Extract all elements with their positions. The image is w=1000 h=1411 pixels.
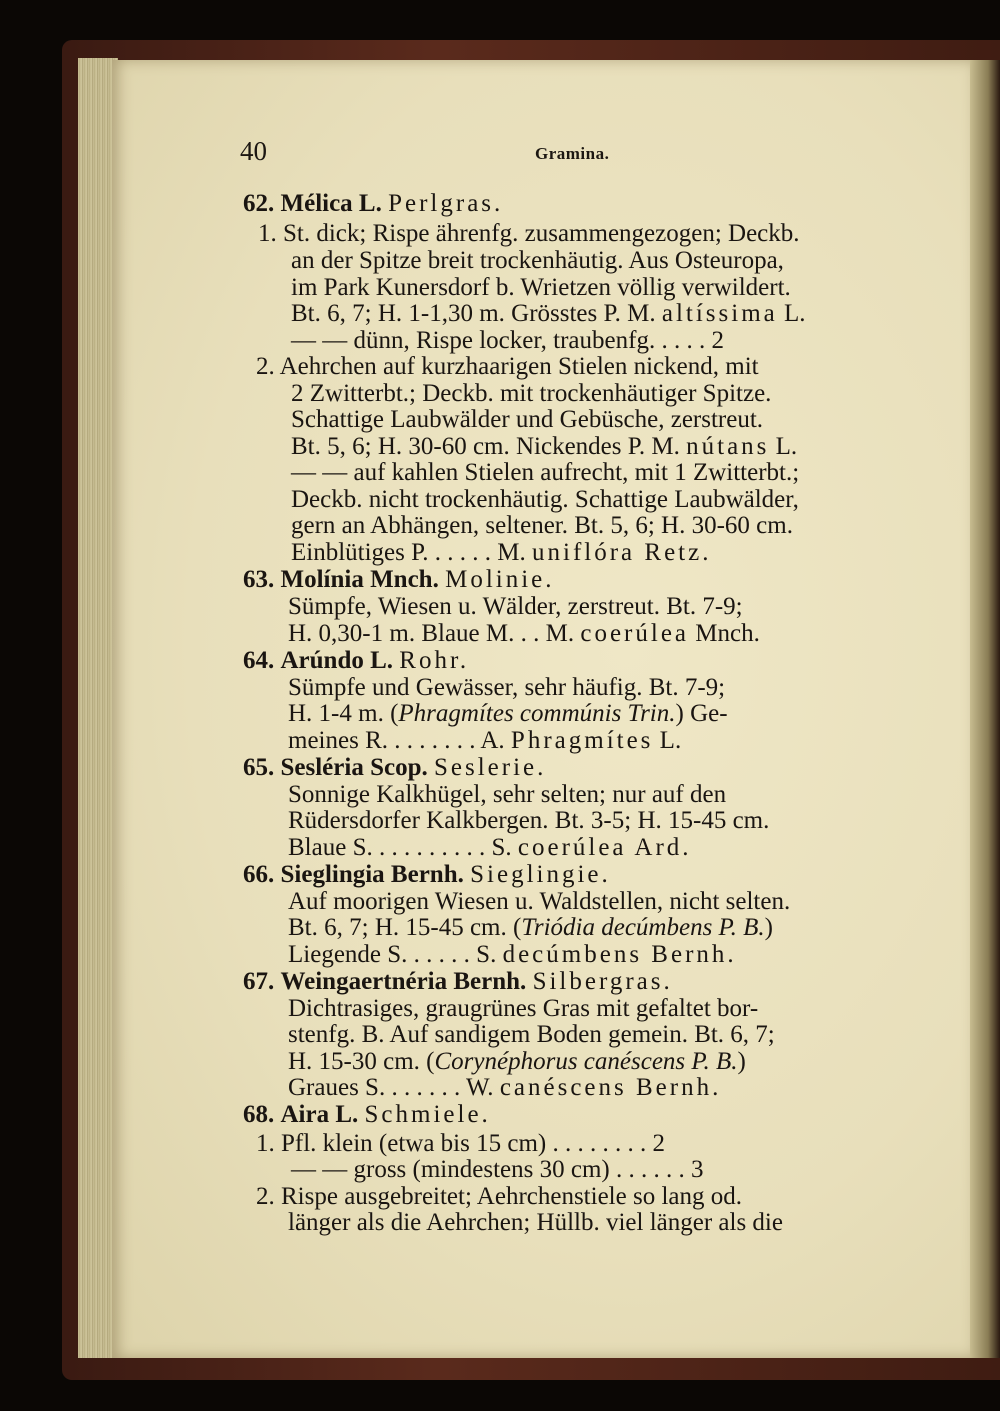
text-span: Sümpfe und Gewässer, sehr häufig. Bt. 7-9; [288,674,726,701]
text-span: Liegende S. . . . . . S. [288,941,503,968]
text-span: Bt. 6, 7; H. 15-45 cm. ( [288,914,522,941]
entry-number: 66. [243,861,275,888]
text-span: ) Ge- [675,700,728,727]
text-line [243,647,469,674]
text-line [288,593,743,620]
text-span: Bt. 6, 7; H. 1-1,30 m. Grösstes P. M. [291,300,662,327]
entry-number: 63. [243,566,275,593]
text-span: Schattige Laubwälder und Gebüsche, zerstreut. [291,406,764,433]
species-name: uniflóra Retz. [532,539,712,566]
species-name: nútans [686,433,770,460]
text-line [288,914,773,941]
entry-number: 64. [243,647,275,674]
text-line [291,1156,703,1183]
genus-name: Aira L. [280,1101,359,1128]
synonym: Triódia decúmbens P. B. [521,914,765,941]
genus-name: Arúndo L. [280,647,394,674]
text-line [288,807,769,834]
text-line [288,1021,775,1048]
text-line [291,433,797,460]
text-line [291,327,724,354]
text-span: meines R. . . . . . . . A. [288,727,511,754]
text-line [291,486,799,513]
page-number: 40 [240,136,267,166]
text-span: 2 Zwitterbt.; Deckb. mit trockenhäutiger Spitze. [291,380,772,407]
genus-name: Sesléria Scop. [280,754,428,781]
text-line [288,1048,746,1075]
species-name: Schmiele. [364,1101,491,1128]
text-span: H. 15-30 cm. ( [288,1048,435,1075]
text-line [258,220,800,247]
text-line [291,539,711,566]
species-name: Seslerie. [433,754,547,781]
species-name: Rohr. [399,647,470,674]
species-name: Perlgras. [388,190,504,217]
species-name: decúmbens Bernh. [502,941,737,968]
text-span: 2. Rispe ausgebreitet; Aehrchenstiele so lang od. [256,1183,742,1210]
genus-name: Mélica L. [280,190,382,217]
text-line [256,1183,742,1210]
text-span: ) [764,914,773,941]
text-span: Sümpfe, Wiesen u. Wälder, zerstreut. Bt. 7-9; [288,593,743,620]
text-span: H. 0,30-1 m. Blaue M. . . M. [288,620,581,647]
text-span: — — gross (mindestens 30 cm) . . . . . . 3 [291,1156,704,1183]
text-span: H. 1-4 m. ( [288,700,399,727]
text-span: Deckb. nicht trockenhäutig. Schattige Laubwälder, [291,486,799,513]
synonym: Corynéphorus canéscens P. B. [434,1048,738,1075]
text-span: Rüdersdorfer Kalkbergen. Bt. 3-5; H. 15-45 cm. [288,807,770,834]
text-line [243,1101,491,1128]
text-line [291,406,763,433]
text-line [291,247,784,274]
text-line [288,674,725,701]
text-span: länger als die Aehrchen; Hüllb. viel länger als die [288,1209,783,1236]
genus-name: Weingaertnéria Bernh. [280,968,527,995]
text-span: Dichtrasiges, graugrünes Gras mit gefaltet bor- [288,995,759,1022]
species-name: Phragmítes [510,727,654,754]
text-line [243,754,546,781]
text-span: ) [737,1048,746,1075]
text-line [256,353,759,380]
running-title: Gramina. [535,144,610,163]
species-name: Silbergras. [532,968,673,995]
text-span: Einblütiges P. . . . . . M. [291,539,532,566]
text-line [291,274,791,301]
text-span: Sonnige Kalkhügel, sehr selten; nur auf den [288,781,727,808]
text-line [288,834,692,861]
text-span: Graues S. . . . . . . W. [288,1074,500,1101]
text-line [288,888,790,915]
text-span: 1. St. dick; Rispe ährenfg. zusammengezogen; Deckb. [258,220,800,247]
text-line [291,300,806,327]
species-name: coerúlea [580,620,690,647]
text-span: stenfg. B. Auf sandigem Boden gemein. Bt. 6, 7; [288,1021,775,1048]
book-gutter [970,60,1000,1358]
text-line [288,781,726,808]
text-line [243,968,673,995]
text-span: L. [769,433,798,460]
text-span: gern an Abhängen, seltener. Bt. 5, 6; H. 30-60 cm. [291,512,793,539]
text-line [288,941,737,968]
text-span: Bt. 5, 6; H. 30-60 cm. Nickendes P. M. [291,433,687,460]
text-line [288,1074,721,1101]
text-span: an der Spitze breit trockenhäutig. Aus Osteuropa, [291,247,784,274]
text-line [256,1130,665,1157]
text-span: Mnch. [689,620,760,647]
synonym: Phragmítes commúnis Trin. [398,700,676,727]
text-span: Blaue S. . . . . . . . . . S. [288,834,518,861]
text-line [291,512,793,539]
text-line [288,620,760,647]
text-span: L. [777,300,806,327]
text-line [288,995,758,1022]
text-line [288,1209,783,1236]
entry-number: 68. [243,1101,275,1128]
genus-name: Sieglingia Bernh. [280,861,464,888]
text-line [288,727,681,754]
species-name: Sieglingie. [470,861,611,888]
text-span: L. [653,727,682,754]
text-span: — — auf kahlen Stielen aufrecht, mit 1 Zwitterbt.; [291,459,800,486]
text-line [288,700,728,727]
entry-number: 62. [243,190,275,217]
species-name: canéscens Bernh. [499,1074,722,1101]
text-line [243,861,611,888]
genus-name: Molínia Mnch. [280,566,439,593]
text-span: — — dünn, Rispe locker, traubenfg. . . . . 2 [291,327,724,354]
text-line [291,380,771,407]
text-line [243,566,555,593]
entry-number: 67. [243,968,275,995]
text-span: 2. Aehrchen auf kurzhaarigen Stielen nickend, mit [256,353,759,380]
species-name: altíssima [661,300,778,327]
text-span: Auf moorigen Wiesen u. Waldstellen, nicht selten. [288,888,791,915]
entry-number: 65. [243,754,275,781]
text-line [291,459,799,486]
text-span: im Park Kunersdorf b. Wrietzen völlig verwildert. [291,274,791,301]
text-span: 1. Pfl. klein (etwa bis 15 cm) . . . . . . . . 2 [256,1130,665,1157]
species-name: coerúlea Ard. [517,834,692,861]
species-name: Molinie. [445,566,555,593]
text-line [243,190,503,217]
